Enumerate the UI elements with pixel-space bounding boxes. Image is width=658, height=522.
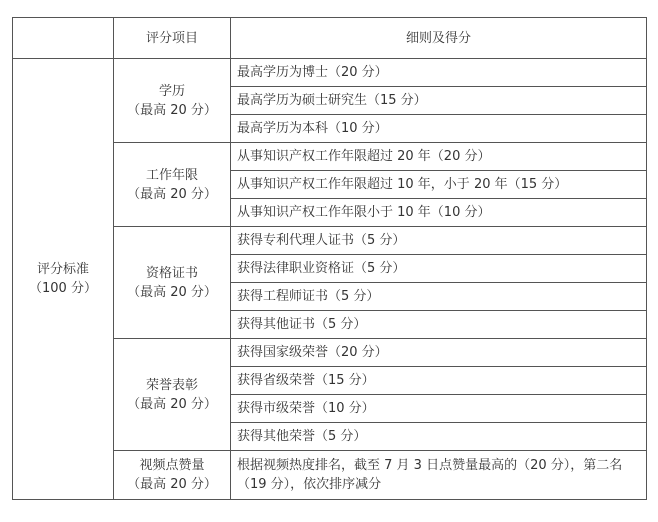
criteria-total: （100 分） [29,281,97,296]
header-detail-cell: 细则及得分 [231,18,647,59]
item-cell-honors [114,339,231,451]
item-name: 视频点赞量 [139,458,205,473]
item-max: （最高 20 分） [127,102,217,118]
rule-cell: 获得省级荣誉（15 分） [231,367,647,395]
item-max: （最高 20 分） [127,186,217,202]
scoring-table [12,17,647,500]
rule-cell: 最高学历为本科（10 分） [231,115,647,143]
rule-cell: 获得其他荣誉（5 分） [231,423,647,451]
rule-cell: 从事知识产权工作年限超过 10 年，小于 20 年（15 分） [231,171,647,199]
rule-cell: 获得专利代理人证书（5 分） [231,227,647,255]
item-max: （最高 20 分） [127,396,217,412]
rule-cell: 获得法律职业资格证（5 分） [231,255,647,283]
rule-cell: 最高学历为硕士研究生（15 分） [231,87,647,115]
rule-cell: 最高学历为博士（20 分） [231,59,647,87]
criteria-cell [13,59,114,500]
rule-cell: 根据视频热度排名，截至 7 月 3 日点赞量最高的（20 分），第二名（19 分），依次排序减分 [231,451,647,500]
rule-cell: 从事知识产权工作年限超过 20 年（20 分） [231,143,647,171]
header-item-cell: 评分项目 [114,18,231,59]
item-cell-video-likes [114,451,231,500]
header-row [13,18,647,59]
header-corner-cell [13,18,114,59]
table-row [13,59,647,87]
item-max: （最高 20 分） [127,284,217,300]
rule-cell: 获得其他证书（5 分） [231,311,647,339]
criteria-title: 评分标准 [36,262,89,277]
item-cell-certificates [114,227,231,339]
item-name: 工作年限 [145,167,198,183]
item-max: （最高 20 分） [127,477,217,492]
rule-cell: 获得工程师证书（5 分） [231,283,647,311]
item-cell-work-years [114,143,231,227]
item-name: 荣誉表彰 [145,377,198,393]
item-name: 学历 [158,83,185,99]
rule-cell: 获得国家级荣誉（20 分） [231,339,647,367]
item-name: 资格证书 [145,265,198,281]
rule-cell: 获得市级荣誉（10 分） [231,395,647,423]
item-cell-education [114,59,231,143]
rule-cell: 从事知识产权工作年限小于 10 年（10 分） [231,199,647,227]
